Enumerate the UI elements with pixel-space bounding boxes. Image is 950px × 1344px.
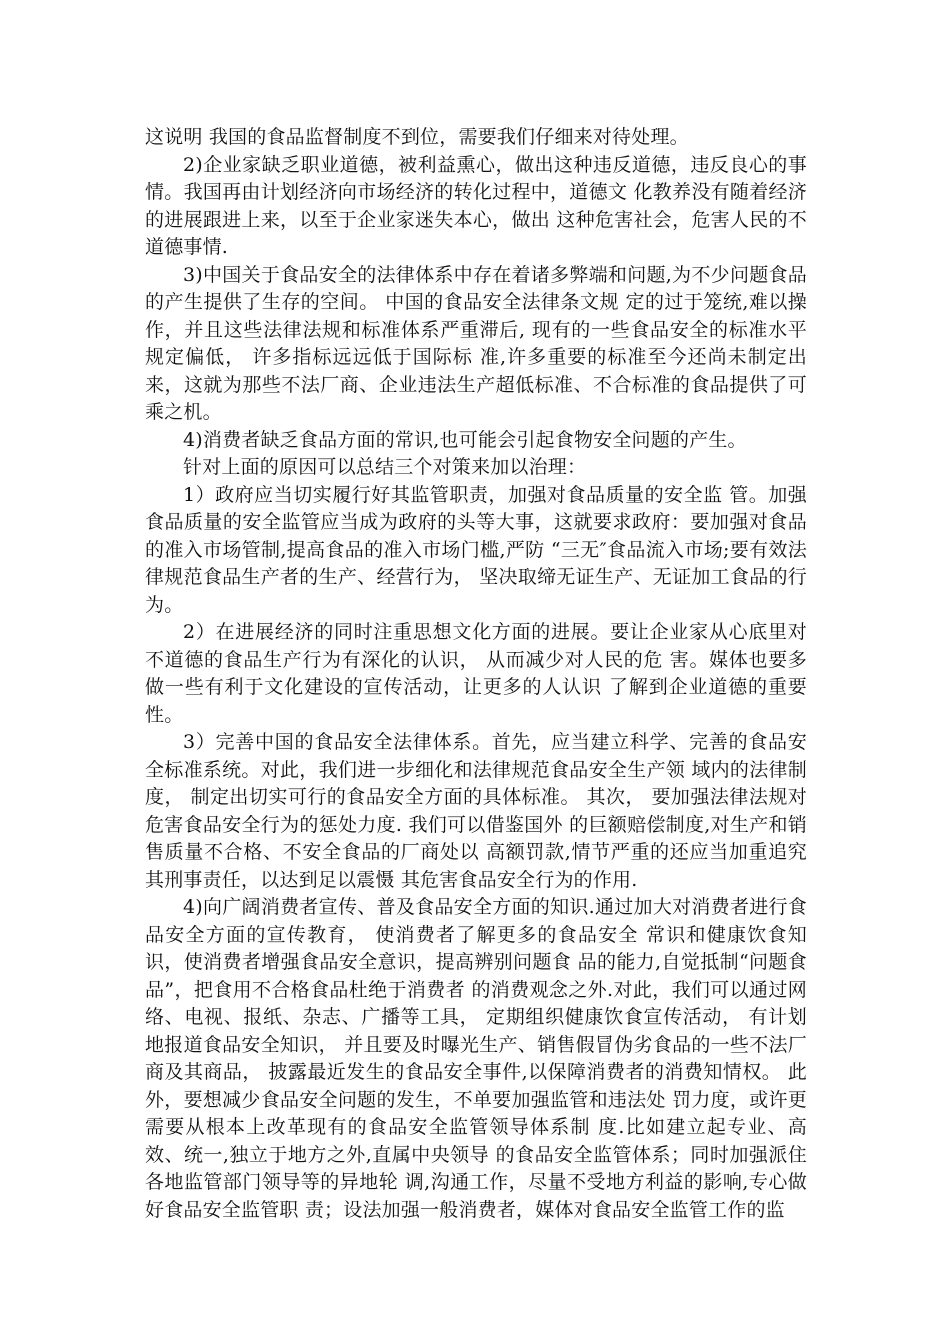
paragraph-measure-1-government: 1）政府应当切实履行好其监管职责，加强对食品质量的安全监 管。加强食品质量的安全监管应当成为政府的头等大事，这就要求政府：要加强对食品的准入市场管制,提高食品的准入市场门槛,严防 “三无″食品流入市场;要有效法律规范食品生产者的生产、经营行为， 坚决取缔无证生产、无证加工食品的行为。	[145, 483, 807, 616]
document-body	[145, 124, 807, 1224]
paragraph-measure-3-legal-system: 3）完善中国的食品安全法律体系。首先，应当建立科学、完善的食品安全标准系统。对此，我们进一步细化和法律规范食品安全生产领 域内的法律制度， 制定出切实可行的食品安全方面的具体标准。 其次， 要加强法律法规对危害食品安全行为的惩处力度. 我们可以借鉴国外 的巨额赔偿制度,对生产和销售质量不合格、不安全食品的厂商处以 高额罚款,情节严重的还应当加重追究其刑事责任，以达到足以震慑 其危害食品安全行为的作用.	[145, 731, 807, 891]
paragraph-supervision-conclusion: 这说明 我国的食品监督制度不到位，需要我们仔细来对待处理。	[145, 126, 689, 148]
paragraph-cause-3-law: 3)中国关于食品安全的法律体系中存在着诸多弊端和问题,为不少问题食品的产生提供了生存的空间。 中国的食品安全法律条文规 定的过于笼统,难以操作，并且这些法律法规和标准体系严重滞后, 现有的一些食品安全的标准水平规定偏低， 许多指标远远低于国际标 准,许多重要的标准至今还尚未制定出来，这就为那些不法厂商、企业违法生产超低标准、不合标准的食品提供了可乘之机。	[145, 263, 807, 423]
paragraph-cause-4-consumers: 4)消费者缺乏食品方面的常识,也可能会引起食物安全问题的产生。	[183, 428, 747, 451]
paragraph-countermeasures-intro: 针对上面的原因可以总结三个对策来加以治理：	[183, 456, 587, 478]
paragraph-measure-2-culture: 2）在进展经济的同时注重思想文化方面的进展。要让企业家从心底里对不道德的食品生产行为有深化的认识， 从而减少对人民的危 害。媒体也要多做一些有利于文化建设的宣传活动，让更多的人认识 了解到企业道德的重要性。	[145, 621, 807, 726]
paragraph-cause-2-ethics: 2)企业家缺乏职业道德，被利益熏心，做出这种违反道德，违反良心的事情。我国再由计划经济向市场经济的转化过程中，道德文 化教养没有随着经济的进展跟进上来，以至于企业家迷失本心，做出 这种危害社会，危害人民的不道德事情.	[145, 153, 807, 258]
paragraph-measure-4-education: 4)向广阔消费者宣传、普及食品安全方面的知识.通过加大对消费者进行食品安全方面的宣传教育， 使消费者了解更多的食品安全 常识和健康饮食知识，使消费者增强食品安全意识，提高辨别问题食 品的能力,自觉抵制“问题食品”，把食用不合格食品杜绝于消费者 的消费观念之外.对此，我们可以通过网络、电视、报纸、杂志、广播等工具， 定期组织健康饮食宣传活动， 有计划地报道食品安全知识， 并且要及时曝光生产、销售假冒伪劣食品的一些不法厂商及其商品， 披露最近发生的食品安全事件,以保障消费者的消费知情权。 此外，要想减少食品安全问题的发生，不单要加强监管和违法处 罚力度，或许更需要从根本上改革现有的食品安全监管领导体系制 度.比如建立起专业、高效、统一,独立于地方之外,直属中央领导 的食品安全监管体系；同时加强派住各地监管部门领导等的异地轮 调,沟通工作，尽量不受地方利益的影响,专心做好食品安全监管职 责；设法加强一般消费者，媒体对食品安全监管工作的监	[145, 896, 807, 1221]
